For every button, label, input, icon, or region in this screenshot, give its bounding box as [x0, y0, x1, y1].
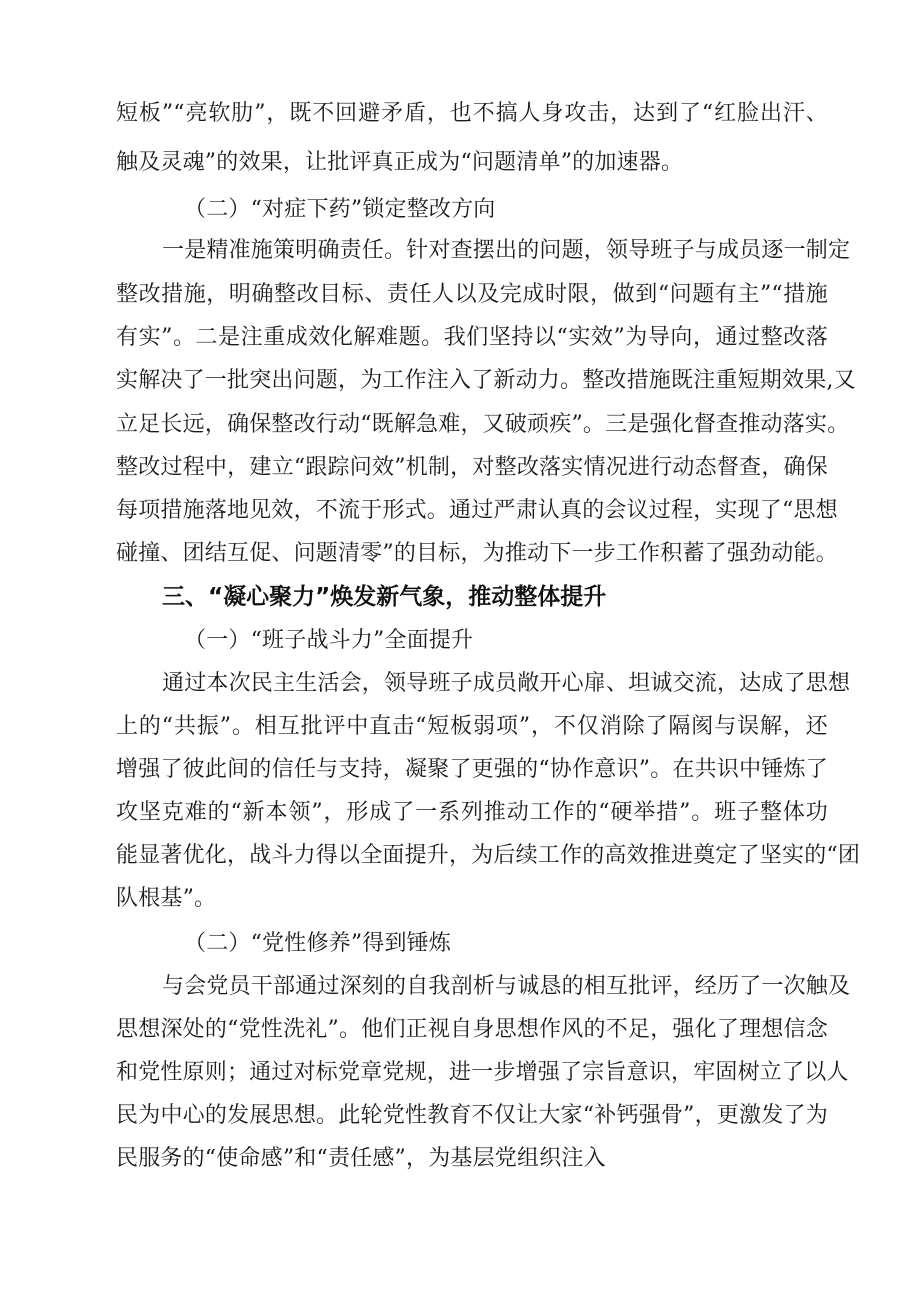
subsection-heading: （二）“党性修养”得到锤炼 — [184, 931, 452, 956]
subsection-heading: （二）“对症下药”锁定整改方向 — [184, 197, 496, 222]
paragraph-line: 触及灵魂”的效果，让批评真正成为“问题清单”的加速器。 — [116, 150, 684, 175]
paragraph-line: 与会党员干部通过深刻的自我剖析与诚恳的相互批评，经历了一次触及 — [162, 974, 851, 999]
paragraph-line: 增强了彼此间的信任与支持，凝聚了更强的“协作意识”。在共识中锤炼了 — [116, 757, 828, 782]
paragraph-line: 民服务的“使命感”和“责任感”，为基层党组织注入 — [116, 1146, 606, 1171]
paragraph-line: 整改措施，明确整改目标、责任人以及完成时限，做到“问题有主”“措施 — [116, 282, 828, 307]
paragraph-line: 碰撞、团结互促、问题清零”的目标，为推动下一步工作积蓄了强劲动能。 — [116, 541, 838, 566]
paragraph-line: 攻坚克难的“新本领”，形成了一系列推动工作的“硬举措”。班子整体功 — [116, 800, 828, 825]
paragraph-line: 和党性原则；通过对标党章党规，进一步增强了宗旨意识，牢固树立了以人 — [116, 1060, 849, 1085]
paragraph-line: 立足长远，确保整改行动“既解急难，又破顽疾”。三是强化督查推动落实。 — [116, 412, 850, 437]
paragraph-line: 队根基”。 — [116, 886, 217, 911]
paragraph-line: 整改过程中，建立“跟踪问效”机制，对整改落实情况进行动态督查，确保 — [116, 455, 828, 480]
subsection-heading: （一）“班子战斗力”全面提升 — [184, 628, 474, 653]
paragraph-line: 一是精准施策明确责任。针对查摆出的问题，领导班子与成员逐一制定 — [162, 238, 851, 263]
paragraph-line: 有实”。二是注重成效化解难题。我们坚持以“实效”为导向，通过整改落 — [116, 325, 828, 350]
paragraph-line: 能显著优化，战斗力得以全面提升，为后续工作的高效推进奠定了坚实的“团 — [116, 843, 861, 868]
paragraph-line: 通过本次民主生活会，领导班子成员敞开心扉、坦诚交流，达成了思想 — [162, 671, 851, 696]
paragraph-line: 实解决了一批突出问题，为工作注入了新动力。整改措施既注重短期效果,又 — [116, 368, 856, 393]
paragraph-line: 上的“共振”。相互批评中直击“短板弱项”，不仅消除了隔阂与误解，还 — [116, 714, 828, 739]
paragraph-line: 短板”“亮软肋”，既不回避矛盾，也不搞人身攻击，达到了“红脸出汗、 — [116, 101, 828, 126]
section-heading: 三、“凝心聚力”焕发新气象，推动整体提升 — [162, 584, 607, 610]
paragraph-line: 思想深处的“党性洗礼”。他们正视自身思想作风的不足，强化了理想信念 — [116, 1017, 828, 1042]
paragraph-line: 民为中心的发展思想。此轮党性教育不仅让大家“补钙强骨”，更激发了为 — [116, 1103, 828, 1128]
paragraph-line: 每项措施落地见效，不流于形式。通过严肃认真的会议过程，实现了“思想 — [116, 498, 838, 523]
